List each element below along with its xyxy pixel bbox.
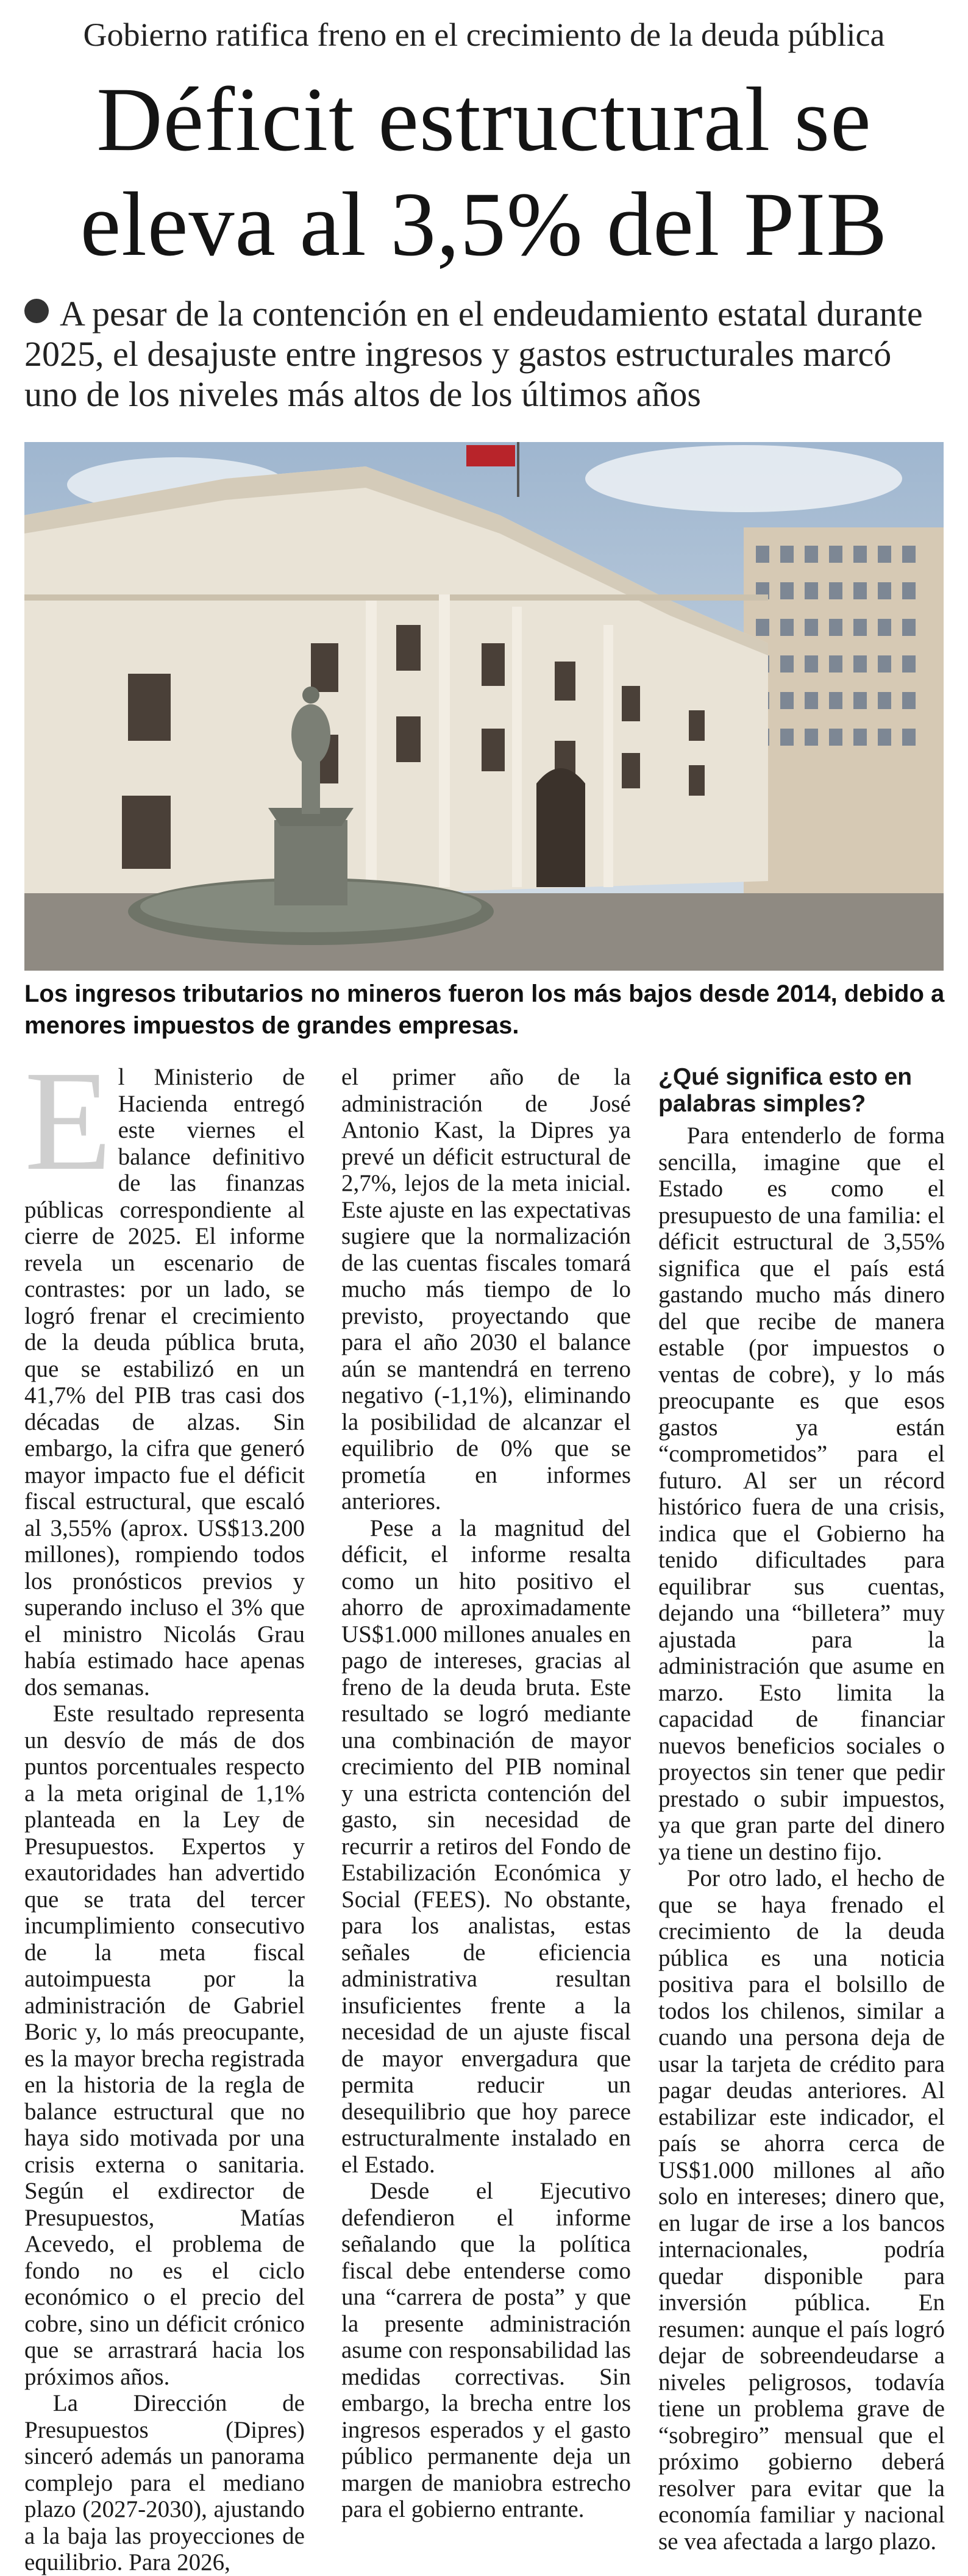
photo-caption: Los ingresos tributarios no mineros fueron los más bajos desde 2014, debido a menores impuestos de grandes empresas. (24, 980, 945, 1039)
body-paragraph: el primer año de la administración de José Antonio Kast, la Dipres ya prevé un déficit estructural de 2,7%, lejos de la meta inicial. Este ajuste en las expectativas sugiere que la normalización de las cuentas fiscales tomará mucho más tiempo de lo previsto, proyectando que para el año 2030 el balance aún se mantendrá en terreno negativo (-1,1%), eliminando la posibilidad de alcanzar el equilibrio de 0% que se prometía en informes anteriores. (341, 1064, 631, 1515)
article-column-2 (341, 1064, 631, 2523)
section-subhead: ¿Qué significa esto en palabras simples? (658, 1064, 913, 1117)
palace-illustration (24, 442, 944, 971)
article-kicker: Gobierno ratifica freno en el crecimiento de la deuda pública (83, 16, 885, 53)
article-deck (24, 294, 945, 415)
article-column-1 (24, 1041, 305, 2576)
article-headline: Déficit estructural se eleva al 3,5% del PIB (80, 69, 888, 275)
article-photo (24, 442, 944, 971)
body-paragraph: Pese a la magnitud del déficit, el informe resalta como un hito positivo el ahorro de aproximadamente US$1.000 millones anuales en pago de intereses, gracias al freno de la deuda bruta. Este resultado se logró mediante una combinación de mayor crecimiento del PIB nominal y una estricta contención del gasto, sin necesidad de recurrir a retiros del Fondo de Estabilización Económica y Social (FEES). No obstante, para los analistas, estas señales de eficiencia administrativa resultan insuficientes frente a la necesidad de un ajuste fiscal de mayor envergadura que permita reducir un desequilibrio que hoy parece estructuralmente instalado en el Estado. (341, 1515, 631, 2178)
body-paragraph: Este resultado representa un desvío de más de dos puntos porcentuales respecto a la meta original de 1,1% planteada en la Ley de Presupuestos. Expertos y exautoridades han advertido que se trata del tercer incumplimiento consecutivo de la meta fiscal autoimpuesta por la administración de Gabriel Boric y, lo más preocupante, es la mayor brecha registrada en la historia de la regla de balance estructural que no haya sido motivada por una crisis externa o sanitaria. Según el exdirector de Presupuestos, Matías Acevedo, el problema de fondo no es el ciclo económico o el precio del cobre, sino un déficit crónico que se arrastrará hacia los próximos años. (24, 1700, 305, 2390)
bullet-icon (24, 299, 49, 323)
body-paragraph: Por otro lado, el hecho de que se haya frenado el crecimiento de la deuda pública es una noticia positiva para el bolsillo de todos los chilenos, similar a cuando una persona deja de usar la tarjeta de crédito para pagar deudas anteriores. Al estabilizar este indicador, el país se ahorra cerca de US$1.000 millones al año solo en intereses; dinero que, en lugar de irse a los bancos internacionales, podría quedar disponible para inversión pública. En resumen: aunque el país logró dejar de sobreendeudarse a niveles peligrosos, todavía tiene un problema grave de “sobregiro” mensual que el próximo gobierno deberá resolver para evitar que la economía familiar y nacional se vea afectada a largo plazo. (658, 1865, 945, 2555)
deck-text: A pesar de la contención en el endeudamiento estatal durante 2025, el desajuste entre ingresos y gastos estructurales marcó uno de los niveles más altos de los últimos años (24, 294, 923, 414)
body-paragraph: La Dirección de Presupuestos (Dipres) sinceró además un panorama complejo para el mediano plazo (2027-2030), ajustando a la baja las proyecciones de equilibrio. Para 2026, (24, 2390, 305, 2575)
body-paragraph: Para entenderlo de forma sencilla, imagine que el Estado es como el presupuesto de una familia: el déficit estructural de 3,55% significa que el país está gastando mucho más dinero del que recibe de manera estable (por impuestos o ventas de cobre), y lo más preocupante es que esos gastos ya están “comprometidos” para el futuro. Al ser un récord histórico fuera de una crisis, indica que el Gobierno ha tenido dificultades para equilibrar sus cuentas, dejando una “billetera” muy ajustada para la administración que asume en marzo. Esto limita la capacidad de financiar nuevos beneficios sociales o proyectos sin tener que pedir prestado o subir impuestos, ya que gran parte del dinero ya tiene un destino fijo. (658, 1122, 945, 1865)
body-paragraph: l Ministerio de Hacienda entregó este viernes el balance definitivo de las finanzas públicas correspondiente al cierre de 2025. El informe revela un escenario de contrastes: por un lado, se logró frenar el crecimiento de la deuda pública bruta, que se estabilizó en un 41,7% del PIB tras casi dos décadas de alzas. Sin embargo, la cifra que generó mayor impacto fue el déficit fiscal estructural, que escaló al 3,55% (aprox. US$13.200 millones), rompiendo todos los pronósticos previos y superando incluso el 3% que el ministro Nicolás Grau había estimado hace apenas dos semanas. (24, 1064, 305, 1700)
body-paragraph: Desde el Ejecutivo defendieron el informe señalando que la política fiscal debe entenderse como una “carrera de posta” y que la presente administración asume con responsabilidad las medidas correctivas. Sin embargo, la brecha entre los ingresos esperados y el gasto público permanente deja un margen de maniobra estrecho para el gobierno entrante. (341, 2178, 631, 2522)
drop-cap: E (24, 1041, 112, 1200)
article-column-3 (658, 1064, 945, 2555)
